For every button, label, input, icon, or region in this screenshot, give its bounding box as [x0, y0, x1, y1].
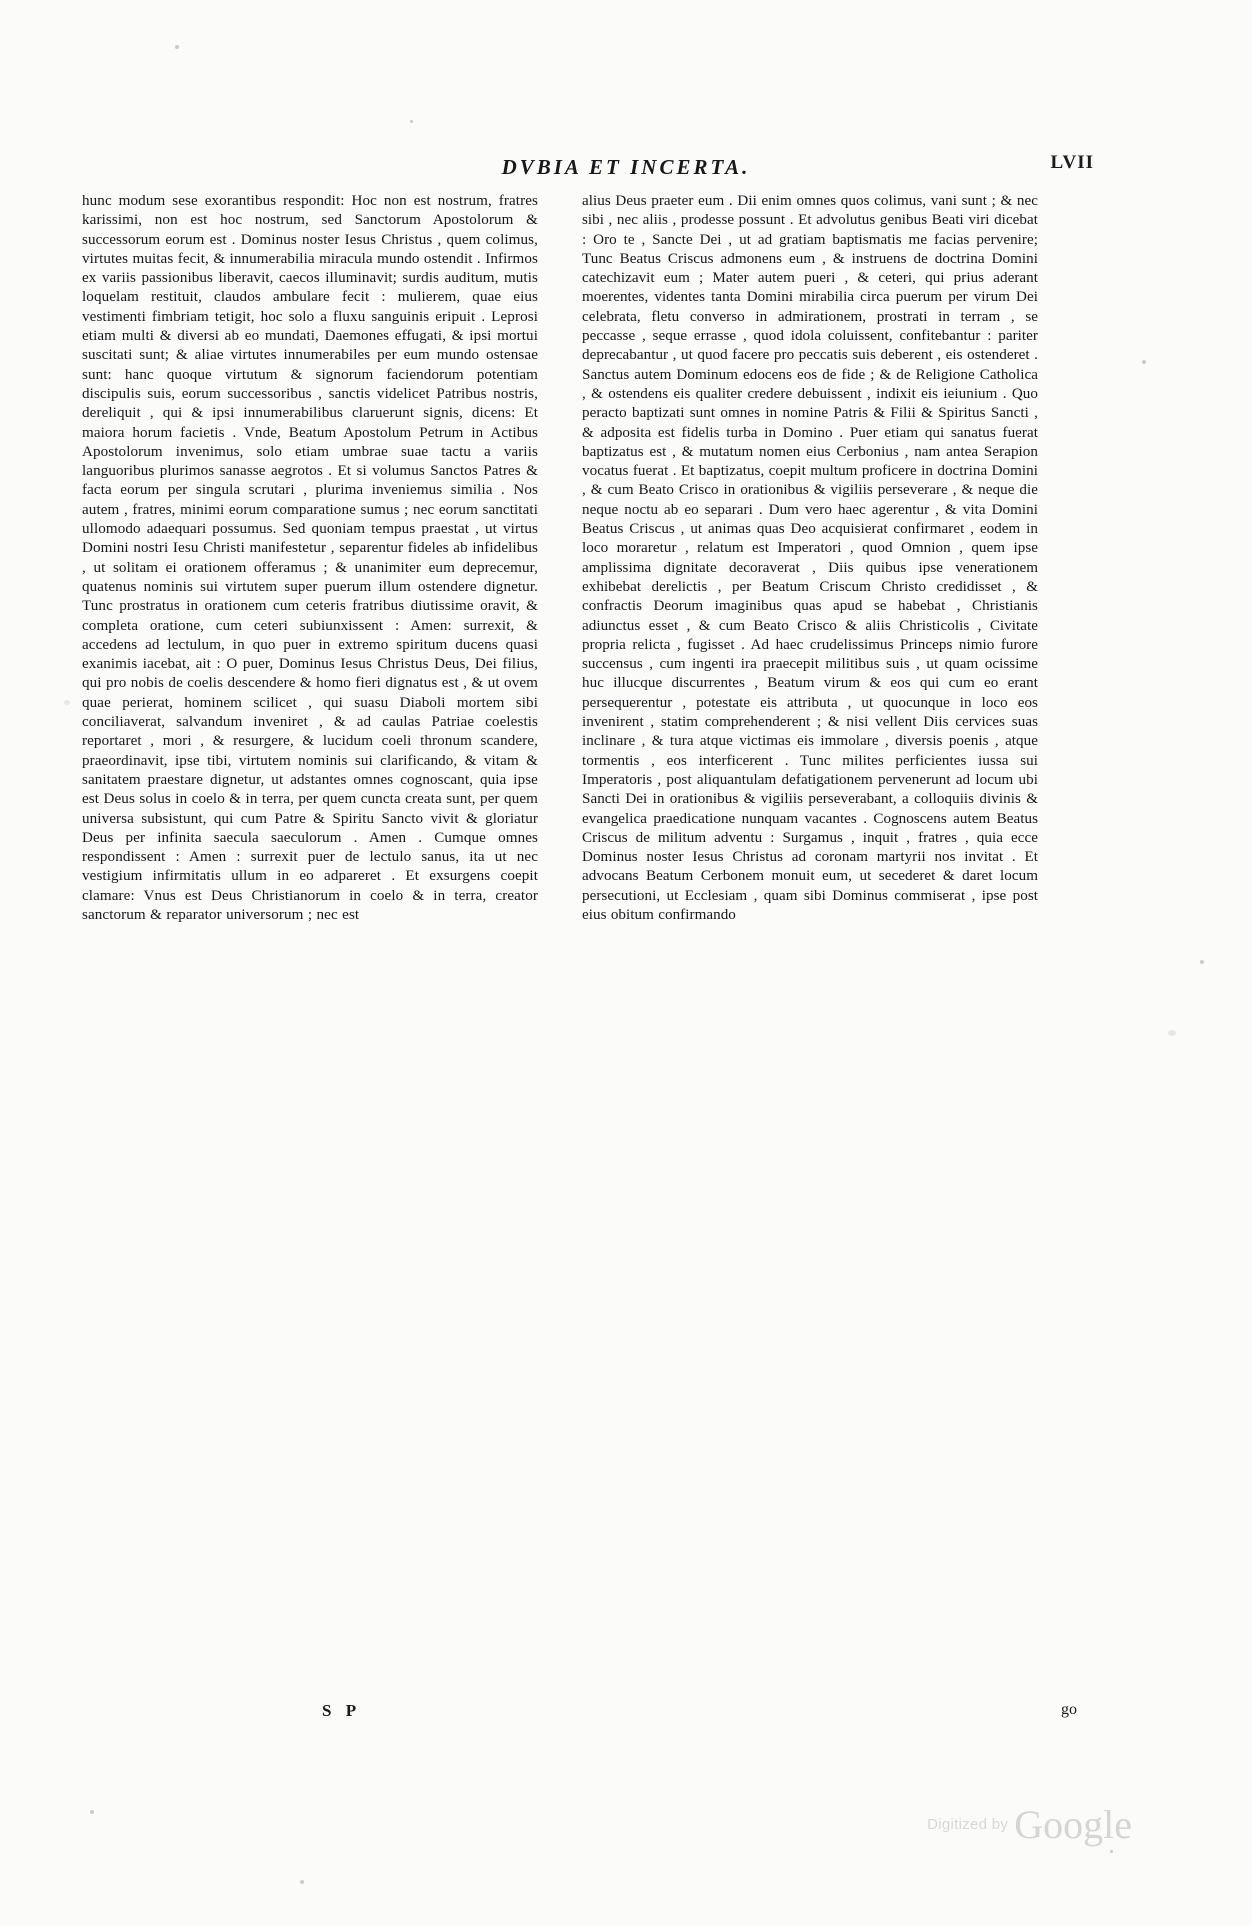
signature-mark: S P	[322, 1701, 362, 1720]
scan-speck	[410, 120, 413, 123]
scan-speck	[90, 1810, 94, 1814]
column-left-text: hunc modum sese exorantibus respondit: Hoc non est nostrum, fratres karissimi, non est hoc nostrum, sed Sanctorum Apostolorum & successorum eorum est . Dominus noster Iesus Christus , quem colimus, virtutes muitas fecit, & innumerabilia miracula mundo ostendit . Infirmos ex variis passionibus liberavit, caecos illuminavit; surdis auditum, mutis loquelam restituit, claudos ambulare fecit : mulierem, quae eius vestimenti fimbriam tetigit, hoc solo a fluxu sanguinis eripuit . Leprosi etiam multi & diversi ab eo mundati, Daemones effugati, & ipsi mortui suscitati sunt; & aliae virtutes innumerabiles per eum mundo ostensae sunt: hanc quoque virtutum & signorum faciendorum potentiam discipulis suis, eorum successoribus , sanctis videlicet Patribus nostris, dereliquit , qui & ipsi innumerabilibus claruerunt signis, dicens: Et maiora horum facietis . Vnde, Beatum Apostolum Petrum in Actibus Apostolorum invenimus, solo etiam umbrae suae tactu a variis languoribus plurimos sanasse aegrotos . Et si volumus Sanctos Patres & facta eorum per singula scrutari , plurima inveniemus similia . Nos autem , fratres, minimi eorum comparatione sumus ; nec eorum sanctitati ullomodo adaequari possumus. Sed quoniam tempus praestat , ut virtus Domini nostri Iesu Christi manifestetur , separentur fideles ab infidelibus , ut solitam ei orationem offeramus ; & unanimiter eum deprecemur, quatenus nominis sui virtutem super puerum illum ostendere dignetur. Tunc prostratus in orationem cum ceteris fratribus diutissime oravit, & completa oratione, cum ceteri subiunxissent : Amen: surrexit, & accedens ad lectulum, in quo puer in extremo spiritum ducens quasi exanimis iacebat, ait : O puer, Dominus Iesus Christus Deus, Dei filius, qui pro nobis de coelis descendere & homo fieri dignatus est , & ut ovem quae perierat, hominem scilicet , qui suasu Diaboli mortem sibi conciliaverat, salvandum inveniret , & ad caulas Patriae coelestis reportaret , mori , & resurgere, & lucidum coeli thronum scandere, praeordinavit, ipse tibi, virtutem nominis sui clarificando, & vitam & sanitatem praestare dignetur, ut adstantes omnes cognoscant, quia ipse est Deus solus in coelo & in terra, per quem cuncta creata sunt, per quem universa subsistunt, qui cum Patre & Spiritu Sancto vivit & gloriatur Deus per infinita saecula saeculorum . Amen . Cumque omnes respondissent : Amen : surrexit puer de lectulo sanus, ita ut nec vestigium infirmitatis ullum in eo adpareret . Et exsurgens coepit clamare: Vnus est Deus Christianorum in coelo & in terra, creator sanctorum & reparator universorum ; nec est	[82, 193, 538, 923]
scan-speck	[175, 45, 179, 49]
catchword: go	[1061, 1701, 1077, 1718]
running-head-title: DVBIA ET INCERTA.	[501, 155, 751, 179]
watermark-brand: Google	[1014, 1802, 1132, 1847]
column-left	[82, 192, 538, 925]
scan-blotch	[64, 700, 70, 705]
digitization-watermark	[927, 1801, 1132, 1848]
folio-number: LVII	[1050, 152, 1094, 173]
scan-speck	[1200, 960, 1204, 964]
watermark-prefix: Digitized by	[927, 1816, 1009, 1833]
column-right-text: alius Deus praeter eum . Dii enim omnes quos colimus, vani sunt ; & nec sibi , nec aliis , prodesse possunt . Et advolutus genibus Beati viri dicebat : Oro te , Sancte Dei , ut ad gratiam baptismatis me facias pervenire; Tunc Beatus Criscus admonens eum , & instruens de doctrina Domini catechizavit eum ; Mater autem pueri , & ceteri, qui prius aderant moerentes, videntes tanta Domini mirabilia circa puerum per virum Dei celebrata, fletu converso in admirationem, prostrati in terram , se peccasse , seque errasse , quod idola coluissent, confitebantur : pariter deprecabantur , ut quod facere pro peccatis suis deberent , eis ostenderet . Sanctus autem Dominum edocens eos de fide ; & de Religione Catholica , & ostendens eis qualiter credere debuissent , indixit eis ieiunium . Quo peracto baptizati sunt omnes in nomine Patris & Filii & Spiritus Sancti , & adposita est fidelis turba in Domino . Puer etiam qui sanatus fuerat baptizatus est , & mutatum nomen eius Cerbonius , nam antea Serapion vocatus fuerat . Et baptizatus, coepit multum proficere in doctrina Domini , & cum Beato Crisco in orationibus & vigiliis perseverare , & neque die neque noctu ab eo separari . Dum vero haec agerentur , & vita Domini Beatus Criscus , ut animas quas Deo acquisierat confirmaret , eodem in loco moraretur , relatum est Imperatori , quod Omnion , quem ipse amplissima dignitate decoraverat , Diis quibus ipse venerationem exhibebat derelictis , per Beatum Criscum Christo credidisset , & confractis Deorum imaginibus quas apud se habebat , Christianis adiunctus esset , & cum Beato Crisco & aliis Christicolis , Civitate propria relicta , fugisset . Ad haec crudelissimus Princeps nimio furore succensus , cum ingenti ira praecepit militibus suis , ut quam ocissime huc illucque discurrentes , Beatum virum & eos qui cum eo erant persequerentur , potestate eis attributa , ut quocunque in loco eos invenirent , statim comprehenderent ; & nisi vellent Diis cervices suas inclinare , & tura atque victimas eis immolare , diversis poenis , atque tormentis , eos interficerent . Tunc milites perficientes iussa sui Imperatoris , post aliquantulam defatigationem pervenerunt ad locum ubi Sancti Dei in orationibus & vigiliis perseverabant, a colloquiis divinis & evangelica praedicatione nunquam vacantes . Cognoscens autem Beatus Criscus de militum adventu : Surgamus , inquit , fratres , quia ecce Dominus noster Iesus Christus ad coronam martyrii nos invitat . Et advocans Beatum Cerbonem monuit eum, ut secederet & daret locum persecutioni, ut Ecclesiam , quam sibi Dominus commiserat , ipse post eius obitum confirmando	[582, 193, 1038, 923]
column-right	[582, 192, 1038, 925]
body-columns	[82, 192, 1172, 925]
scan-blotch	[1168, 1030, 1176, 1036]
scan-speck	[300, 1880, 304, 1884]
scan-speck	[1110, 1850, 1113, 1853]
